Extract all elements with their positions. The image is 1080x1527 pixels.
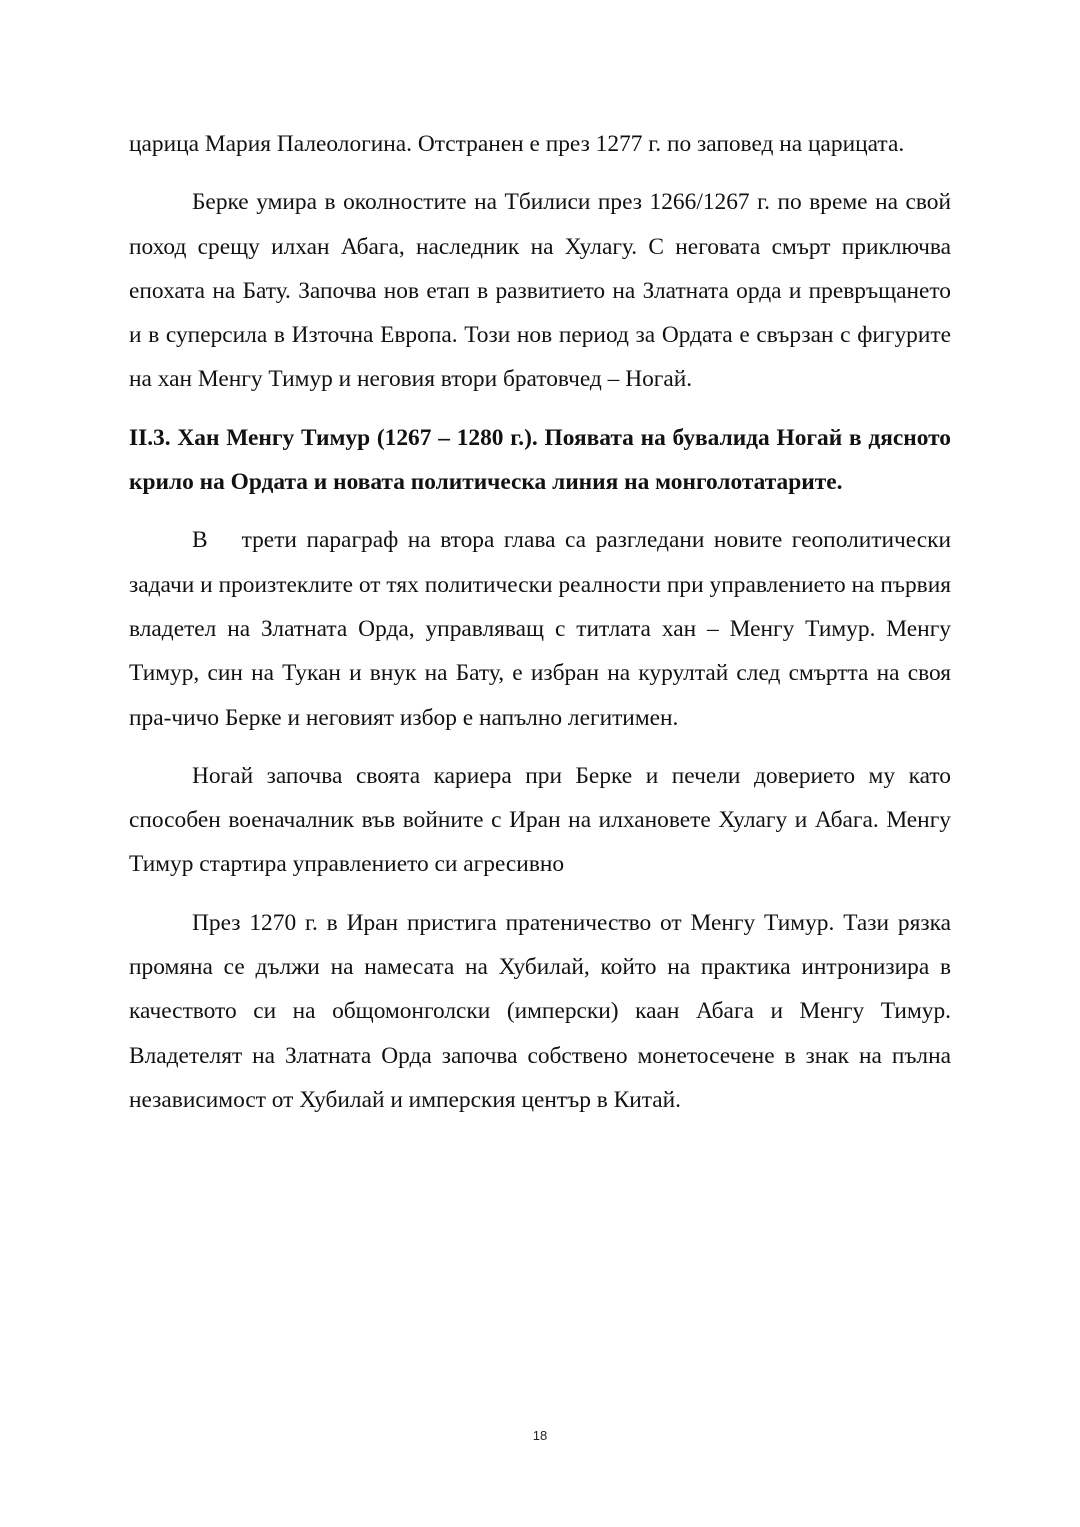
paragraph-lead-letter: В xyxy=(192,527,208,554)
paragraph-continuation: царица Мария Палеологина. Отстранен е през 1277 г. по заповед на царицата. xyxy=(129,131,905,157)
paragraph-berke-death: Берке умира в околностите на Тбилиси през 1266/1267 г. по време на свой поход срещу илхан Абага, наследник на Хулагу. С неговата смърт приключва епохата на Бату. Започва нов етап в развитието на Златната орда и превръщането и в суперсила в Източна Европа. Този нов период за Ордата е свързан с фигурите на хан Менгу Тимур и неговия втори братовчед – Ногай. xyxy=(129,189,951,393)
paragraph-embassy-1270: През 1270 г. в Иран пристига пратеничество от Менгу Тимур. Тази рязка промяна се дължи на намесата на Хубилай, който на практика интронизира в качеството си на общомонголски (имперски) каан Абага и Менгу Тимур. Владетелят на Златната Орда започва собствено монетосечене в знак на пълна независимост от Хубилай и имперския център в Китай. xyxy=(129,909,951,1113)
section-heading: II.3. Хан Менгу Тимур (1267 – 1280 г.). Появата на бувалида Ногай в дясното крило на Ордата и новата политическа линия на монголотатарите. xyxy=(129,424,951,496)
paragraph-third-section-text: трети параграф на втора глава са разгледани новите геополитически задачи и произтеклите от тях политически реалности при управлението на първия владетел на Златната Орда, управляващ с титлата хан – Менгу Тимур. Менгу Тимур, син на Тукан и внук на Бату, е избран на курултай след смъртта на своя пра-чичо Берке и неговият избор е напълно легитимен. xyxy=(129,527,951,731)
paragraph-nogai-career: Ногай започва своята кариера при Берке и печели доверието му като способен военачалник във войните с Иран на илхановете Хулагу и Абага. Менгу Тимур стартира управлението си агресивно xyxy=(129,762,951,878)
document-body xyxy=(129,122,951,1136)
paragraph-third-section xyxy=(129,518,951,739)
page-number: 18 xyxy=(532,1428,548,1443)
